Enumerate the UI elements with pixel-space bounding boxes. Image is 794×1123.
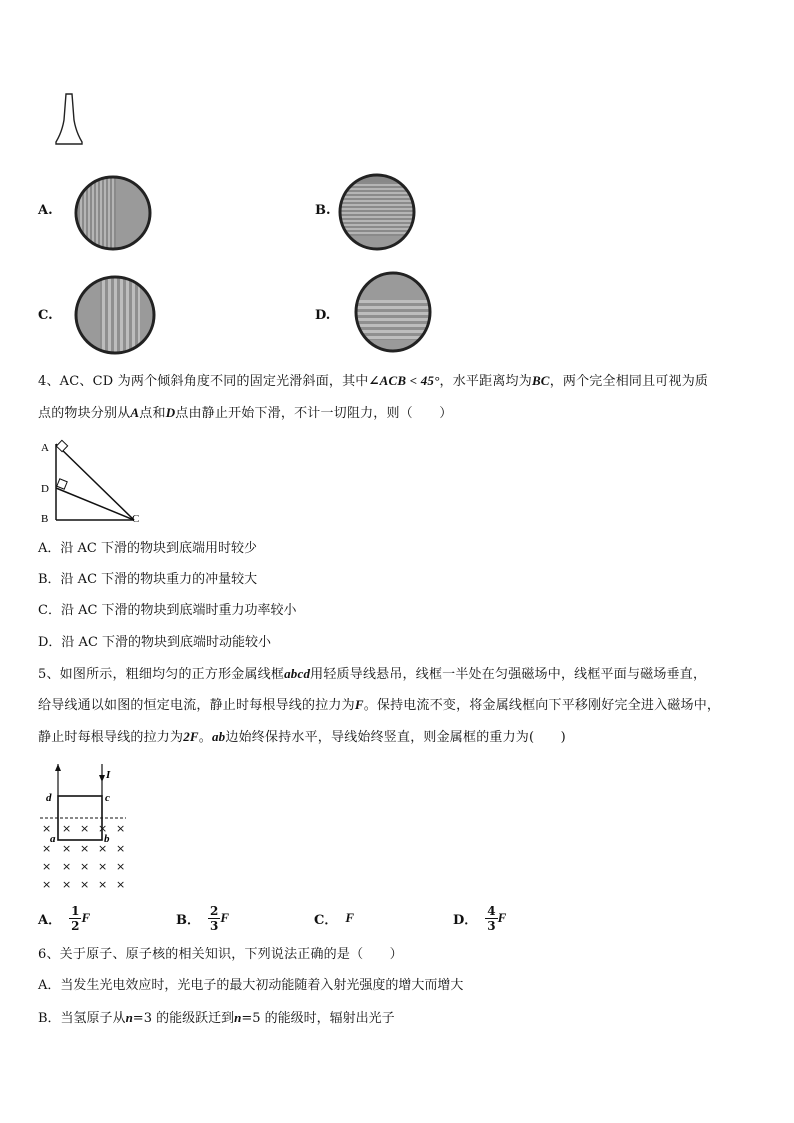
q6-b-pre: B．当氢原子从 [38, 1011, 126, 1026]
q5-option-c-label: C． [314, 912, 338, 928]
q4-option-a[interactable]: A．沿 AC 下滑的物块到底端用时较少 [38, 541, 257, 556]
svg-text:×: × [42, 822, 52, 835]
q5-F1: F [354, 697, 364, 712]
q3-option-a-label[interactable]: A. [38, 203, 53, 218]
q4-line1-post: ，水平距离均为 [439, 374, 532, 389]
label-d: d [46, 792, 52, 804]
q4-line2-mid: 点和 [139, 406, 166, 421]
q6-stem: 6、关于原子、原子核的相关知识，下列说法正确的是（ ） [38, 947, 403, 962]
q6-b-n1: n [125, 1010, 133, 1025]
label-c: c [105, 792, 110, 804]
q4-line2-post: 点由静止开始下滑，不计一切阻力，则（ ） [175, 406, 453, 421]
q5-line3-pre: 静止时每根导线的拉力为 [38, 730, 184, 745]
q5-option-d-label: D． [453, 912, 478, 928]
tube-figure [52, 90, 86, 148]
svg-text:×: × [116, 822, 126, 835]
q3-option-b-label[interactable]: B. [315, 203, 331, 218]
svg-text:×: × [80, 842, 90, 855]
q4-option-d[interactable]: D．沿 AC 下滑的物块到底端时动能较小 [38, 635, 272, 650]
q5-b-num: 2 [210, 903, 219, 918]
q5-a-F: F [81, 910, 91, 925]
q4-angle: ∠ACB < 45° [368, 373, 440, 388]
q5-line2-post: 。保持电流不变，将金属线框向下平移刚好完全进入磁场中， [363, 698, 721, 713]
incline-figure [36, 436, 146, 528]
q4-bc: BC [531, 373, 550, 388]
label-a: a [50, 833, 56, 845]
q5-F2: 2F [183, 729, 199, 744]
q5-option-a-label: A． [38, 912, 62, 928]
svg-text:×: × [98, 878, 108, 891]
q5-option-b-label: B． [176, 912, 200, 928]
q6-b-post: =5 的能级时，辐射出光子 [241, 1011, 395, 1026]
q4-line1-pre: 4、AC、CD 为两个倾斜角度不同的固定光滑斜面，其中 [38, 374, 369, 389]
q5-d-num: 4 [487, 903, 496, 918]
q6-b-n2: n [234, 1010, 242, 1025]
svg-text:×: × [42, 842, 52, 855]
svg-text:×: × [42, 860, 52, 873]
svg-text:×: × [62, 822, 72, 835]
q5-c-F: F [345, 910, 355, 925]
q5-line2-pre: 给导线通以如图的恒定电流，静止时每根导线的拉力为 [38, 698, 355, 713]
q3-option-d-label[interactable]: D. [315, 308, 331, 323]
q4-line1-tail: ，两个完全相同且可视为质 [549, 374, 709, 389]
q4-option-b[interactable]: B．沿 AC 下滑的物块重力的冲量较大 [38, 572, 258, 587]
q5-a-den: 2 [71, 918, 80, 933]
q5-stem-line1 [38, 665, 706, 684]
svg-text:×: × [116, 860, 126, 873]
svg-text:×: × [98, 822, 108, 835]
q4-option-c[interactable]: C．沿 AC 下滑的物块到底端时重力功率较小 [38, 603, 297, 618]
q6-option-b[interactable] [38, 1009, 395, 1028]
q4-stem-line1 [38, 372, 708, 391]
q5-line3-mid: 。 [198, 730, 212, 745]
svg-text:×: × [62, 842, 72, 855]
q4-stem-line2 [38, 404, 452, 423]
q5-option-c[interactable] [314, 900, 354, 936]
q5-option-a-fraction [69, 904, 81, 933]
q4-line2-pre: 点的物块分别从 [38, 406, 131, 421]
label-B: B [41, 513, 49, 525]
q5-option-d-fraction [485, 904, 497, 933]
q5-b-F: F [220, 910, 230, 925]
q5-b-den: 3 [210, 918, 219, 933]
q6-option-a[interactable]: A．当发生光电效应时，光电子的最大初动能随着入射光强度的增大而增大 [38, 978, 464, 993]
svg-text:×: × [42, 878, 52, 891]
label-A: A [41, 442, 49, 454]
q5-ab: ab [211, 729, 226, 744]
svg-text:×: × [98, 860, 108, 873]
fringe-image-b[interactable] [336, 172, 418, 252]
fringe-image-d[interactable] [352, 270, 434, 354]
q5-option-d[interactable] [453, 900, 506, 936]
fringe-image-a[interactable] [72, 174, 154, 252]
label-D: D [41, 483, 49, 495]
svg-text:×: × [80, 878, 90, 891]
svg-text:×: × [62, 860, 72, 873]
magnetic-field-figure [36, 760, 140, 896]
label-I: I [106, 769, 111, 781]
q5-line1-pre: 5、如图所示，粗细均匀的正方形金属线框 [38, 667, 285, 682]
svg-text:×: × [116, 842, 126, 855]
q4-point-d: D [165, 405, 176, 420]
q5-abcd: abcd [284, 666, 311, 681]
q5-a-num: 1 [71, 903, 80, 918]
q5-d-F: F [497, 910, 507, 925]
q5-stem-line3 [38, 728, 566, 747]
q5-option-b-fraction [208, 904, 220, 933]
label-C: C [132, 513, 140, 525]
label-b: b [104, 833, 110, 845]
q6-b-mid: =3 的能级跃迁到 [132, 1011, 235, 1026]
q5-line1-post: 用轻质导线悬吊，线框一半处在匀强磁场中，线框平面与磁场垂直， [310, 667, 707, 682]
fringe-image-c[interactable] [72, 274, 158, 356]
svg-text:×: × [62, 878, 72, 891]
q5-line3-post: 边始终保持水平，导线始终竖直，则金属框的重力为( ) [225, 730, 566, 745]
q3-option-c-label[interactable]: C. [38, 308, 53, 323]
svg-text:×: × [80, 822, 90, 835]
svg-text:×: × [98, 842, 108, 855]
svg-text:×: × [80, 860, 90, 873]
q5-option-b[interactable] [176, 900, 229, 936]
q5-option-a[interactable] [38, 900, 90, 936]
svg-text:×: × [116, 878, 126, 891]
q4-point-a: A [130, 405, 140, 420]
q5-d-den: 3 [487, 918, 496, 933]
q5-stem-line2 [38, 696, 720, 715]
